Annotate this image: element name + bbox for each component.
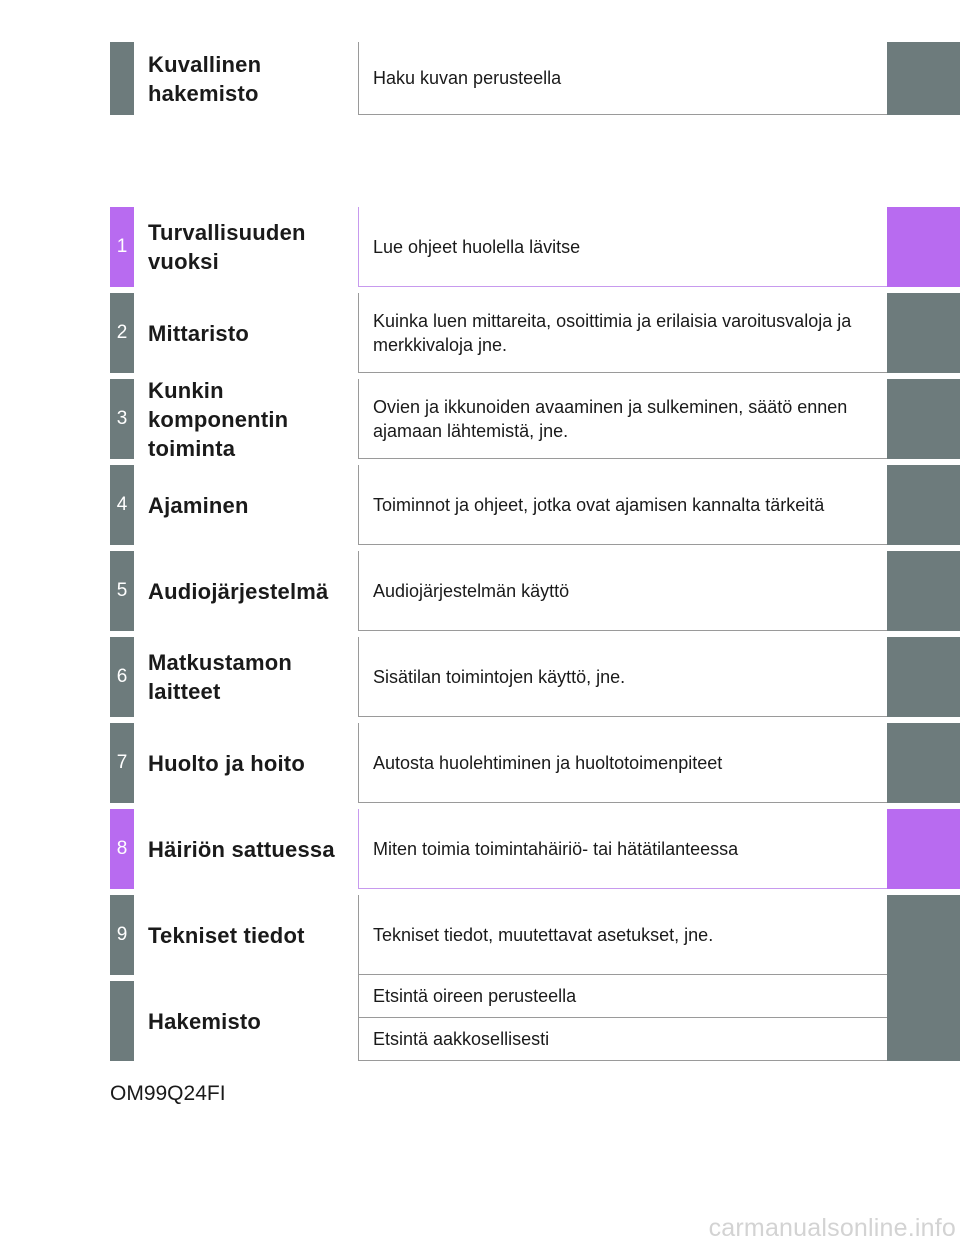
- side-tab[interactable]: [887, 379, 960, 459]
- chapter-title: Tekniset tiedot: [148, 922, 305, 948]
- side-tab[interactable]: [887, 1018, 960, 1061]
- chapter-number: 5: [110, 551, 134, 631]
- chapter-title: Matkustamon laitteet: [148, 650, 292, 704]
- manual-code: OM99Q24FI: [110, 1082, 226, 1105]
- row-marker: [110, 981, 134, 1061]
- index-item-alphabetical[interactable]: [358, 1018, 960, 1061]
- chapter-title: Häiriön sattuessa: [148, 836, 335, 862]
- watermark: carmanualsonline.info: [708, 1214, 956, 1242]
- chapter-title: Huolto ja hoito: [148, 750, 305, 776]
- index-item-label: Etsintä aakkosellisesti: [358, 1018, 888, 1061]
- side-tab[interactable]: [887, 465, 960, 545]
- pictorial-index-title: Kuvallinen hakemisto: [148, 51, 262, 106]
- chapter-row-1[interactable]: [110, 207, 960, 287]
- chapter-number: 6: [110, 637, 134, 717]
- chapter-row-7[interactable]: [110, 723, 960, 803]
- chapter-number: 2: [110, 293, 134, 373]
- chapter-title: Kunkin komponentin toiminta: [148, 377, 289, 461]
- chapter-title: Mittaristo: [148, 320, 249, 346]
- chapter-description: Miten toimia toimintahäiriö- tai hätätilanteessa: [358, 809, 888, 889]
- chapter-title: Ajaminen: [148, 492, 249, 518]
- side-tab[interactable]: [887, 723, 960, 803]
- chapter-number: 3: [110, 379, 134, 459]
- side-tab[interactable]: [887, 895, 960, 975]
- chapter-row-4[interactable]: [110, 465, 960, 545]
- chapter-description: Tekniset tiedot, muutettavat asetukset, jne.: [358, 895, 888, 975]
- chapter-number: 1: [110, 207, 134, 287]
- side-tab[interactable]: [887, 975, 960, 1018]
- index-item-symptom[interactable]: [358, 975, 960, 1018]
- side-tab[interactable]: [887, 293, 960, 373]
- chapter-row-9[interactable]: [110, 895, 960, 975]
- chapter-title: Audiojärjestelmä: [148, 578, 329, 604]
- chapter-description: Toiminnot ja ohjeet, jotka ovat ajamisen kannalta tärkeitä: [358, 465, 888, 545]
- chapter-description: Ovien ja ikkunoiden avaaminen ja sulkeminen, säätö ennen ajamaan lähtemistä, jne.: [358, 379, 888, 459]
- chapter-row-8[interactable]: [110, 809, 960, 889]
- chapter-row-6[interactable]: [110, 637, 960, 717]
- index-item-label: Etsintä oireen perusteella: [358, 975, 888, 1018]
- chapter-number: 8: [110, 809, 134, 889]
- side-tab[interactable]: [887, 637, 960, 717]
- chapter-description: Lue ohjeet huolella lävitse: [358, 207, 888, 287]
- chapter-row-3[interactable]: [110, 379, 960, 459]
- row-marker: [110, 42, 134, 115]
- chapter-number: 9: [110, 895, 134, 975]
- side-tab[interactable]: [887, 42, 960, 115]
- index-title: Hakemisto: [148, 1008, 262, 1034]
- pictorial-index-row[interactable]: [110, 42, 960, 115]
- pictorial-index-description: Haku kuvan perusteella: [358, 42, 888, 115]
- chapter-row-2[interactable]: [110, 293, 960, 373]
- chapter-description: Kuinka luen mittareita, osoittimia ja erilaisia varoitusvaloja ja merkkivaloja jne.: [358, 293, 888, 373]
- chapter-number: 7: [110, 723, 134, 803]
- chapter-description: Autosta huolehtiminen ja huoltotoimenpiteet: [358, 723, 888, 803]
- side-tab[interactable]: [887, 809, 960, 889]
- side-tab[interactable]: [887, 207, 960, 287]
- side-tab[interactable]: [887, 551, 960, 631]
- chapter-row-5[interactable]: [110, 551, 960, 631]
- chapter-title: Turvallisuuden vuoksi: [148, 220, 306, 274]
- chapter-description: Audiojärjestelmän käyttö: [358, 551, 888, 631]
- chapter-number: 4: [110, 465, 134, 545]
- index-row[interactable]: [110, 981, 960, 1061]
- chapter-description: Sisätilan toimintojen käyttö, jne.: [358, 637, 888, 717]
